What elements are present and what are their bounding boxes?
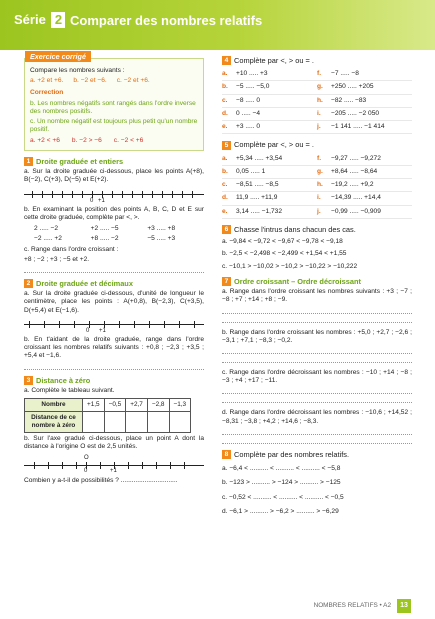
question-a: a. Sur la droite graduée ci-dessous, place les points A(+8), B(−2), C(+3), D(−5) et E(+2). <box>24 168 204 184</box>
exercise-5 <box>222 140 412 218</box>
question-b: b. En t'aidant de la droite graduée, range dans l'ordre croissant les nombres relatifs suivants : +0,8 ; −2,3 ; +3,5 ; +5,4 et −1,6. <box>24 335 204 360</box>
correction-c: c. Un nombre négatif est toujours plus petit qu'un nombre positif. <box>30 118 198 134</box>
comparison-item: 0 ..... −4 <box>236 109 261 117</box>
comparison-item: 0,05 ..... 1 <box>236 167 266 175</box>
axis-label: O <box>84 454 89 461</box>
comparison-item: +250 ..... +205 <box>331 83 374 91</box>
comparison-item: +5,34 ..... +3,54 <box>236 154 283 162</box>
exercise-title: Droite graduée et entiers <box>36 156 124 166</box>
distance-table <box>24 398 191 433</box>
table-cell[interactable] <box>147 412 169 433</box>
correction-answer: b. −2 > −6 <box>71 136 102 144</box>
serie-label: Série 2 <box>14 12 65 28</box>
comparison-item: −5 ..... −5,0 <box>236 83 270 91</box>
comparison-item: −2 ..... +2 <box>34 235 62 243</box>
footer-text: NOMBRES RELATIFS • A2 <box>313 602 391 609</box>
exercise-title: Complète par <, > ou = . <box>234 56 314 65</box>
comparison-list: a. +5,34 ..... +3,54 f. −9,27 ..... −9,272 b. 0,05 ..... 1 g. +8,64 ..... −8,64 c. −8,51 ..... −8,5 h. −19,2 ..... +9,2 d. 11,9 ..... +11,9 i. −14,39 ..... +14,4 e. 3,14 ..... −1,732 j. −0,99 ..... −0,909 <box>222 153 412 219</box>
correction-b: b. Les nombres négatifs sont rangés dans l'ordre inverse des nombres positifs. <box>30 99 196 115</box>
axis-label: +1 <box>98 197 105 204</box>
comparison-item: −7 ..... −8 <box>331 70 359 78</box>
comparison-item: −8,51 ..... −8,5 <box>236 181 279 189</box>
corrige-item: b. −2 et −6. <box>73 77 107 85</box>
fill-row: b. −123 > .......... > −124 > .......... > −125 <box>222 479 341 487</box>
table-cell[interactable] <box>126 412 148 433</box>
comparison-item: −205 ..... −2 050 <box>331 109 380 117</box>
table-cell: −2,8 <box>147 399 169 412</box>
exercise-number: 8 <box>222 450 231 459</box>
fill-row: c. −0,52 < .......... < .......... < .......... < −0,5 <box>222 493 344 501</box>
exercise-number: 5 <box>222 141 231 150</box>
comparison-list: a. +10 ..... +3 f. −7 ..... −8 b. −5 ..... −5,0 g. +250 ..... +205 c. −8 ..... 0 h. −82 ..... −83 d. 0 ..... −4 i. −205 ..... −2 050 e. +3 ..... 0 j. −1 141 ..... −1 414 <box>222 68 412 134</box>
question-c: c. Range dans l'ordre croissant : <box>24 245 119 253</box>
axis-label: +1 <box>110 467 117 474</box>
question-a: a. Complète le tableau suivant. <box>24 386 115 394</box>
corrige-items <box>30 77 198 85</box>
exercise-number: 6 <box>222 225 231 234</box>
page-header <box>0 0 435 50</box>
comparison-item: −1 141 ..... −1 414 <box>331 123 385 131</box>
comparison-item: 11,9 ..... +11,9 <box>236 194 278 202</box>
comparison-item: +10 ..... +3 <box>236 70 268 78</box>
question-b: b. Range dans l'ordre croissant les nombres : +5,0 ; +2,7 ; −2,6 ; −3,1 ; +7,1 ; −8,3 ; −0,2. <box>222 328 412 344</box>
intrus-item: c. −10,1 > −10,02 > −10,2 > −10,22 > −10,222 <box>222 262 358 270</box>
exercise-title: Droite graduée et décimaux <box>36 279 133 288</box>
table-cell: +1,5 <box>83 399 105 412</box>
comparison-item: +2 ..... −5 <box>90 225 119 233</box>
comparison-item: +8,64 ..... −8,64 <box>331 167 378 175</box>
exercise-number: 4 <box>222 56 231 65</box>
comparison-item: +3 ..... +8 <box>147 225 176 233</box>
exercise-number: 3 <box>24 376 33 385</box>
exercise-1 <box>24 157 204 273</box>
axis-label: 0 <box>90 197 94 204</box>
axis-label: 0 <box>86 327 90 334</box>
comparison-item: −14,39 ..... +14,4 <box>331 194 381 202</box>
table-header: Distance de ce nombre à zéro <box>25 412 83 433</box>
comparison-item: −9,27 ..... −9,272 <box>331 154 381 162</box>
question-a: a. Range dans l'ordre croissant les nombres suivants : +3 ; −7 ; −8 ; +7 ; +14 ; +8 ; −9. <box>222 288 412 304</box>
exercise-6 <box>222 225 412 271</box>
table-cell[interactable] <box>169 412 191 433</box>
comparison-item: −82 ..... −83 <box>331 96 367 104</box>
question-possibilities: Combien y a-t-il de possibilités ? ............................... <box>24 476 178 484</box>
serie-number: 2 <box>51 12 65 28</box>
corrige-item: c. −2 et +6. <box>116 77 150 85</box>
comparison-item: −0,99 ..... −0,909 <box>331 207 381 215</box>
number-line-1 <box>24 188 204 204</box>
correction-answers <box>30 137 198 145</box>
comparison-item: 3,14 ..... −1,732 <box>236 207 283 215</box>
comparison-item: +8 ..... −2 <box>90 235 119 243</box>
table-cell[interactable] <box>83 412 105 433</box>
correction-title: Correction <box>30 89 64 97</box>
intrus-item: b. −2,5 < −2,498 < −2,499 < +1,54 < +1,55 <box>222 250 347 258</box>
exercise-3 <box>24 376 204 485</box>
correction-answer: c. −2 < +6 <box>113 136 144 144</box>
table-header: Nombre <box>25 399 83 412</box>
comparison-item: +3 ..... 0 <box>236 123 261 131</box>
axis-label: 0 <box>84 467 88 474</box>
intrus-item: a. −9,84 < −9,72 < −9,67 < −9,78 < −9,18 <box>222 238 343 246</box>
exercise-8 <box>222 450 412 516</box>
corrige-item: a. +2 et +6. <box>30 77 64 85</box>
exercice-corrige-tag: Exercice corrigé <box>25 51 91 62</box>
number-line-3 <box>24 455 204 475</box>
correction-answer: a. +2 < +6 <box>30 136 60 144</box>
table-cell: −0,5 <box>104 399 126 412</box>
question-b: b. Sur l'axe gradué ci-dessous, place un point A dont la distance à l'origine O est de 2,5 unités. <box>24 435 204 451</box>
left-column <box>24 52 204 485</box>
exercise-number: 2 <box>24 279 33 288</box>
page-footer <box>314 599 411 613</box>
fill-row: d. −6,1 > .......... > −6,2 > .......... > −6,29 <box>222 507 339 515</box>
table-cell: −1,3 <box>169 399 191 412</box>
comparison-grid <box>24 225 204 243</box>
exercise-title: Ordre croissant – Ordre décroissant <box>234 276 361 286</box>
exercise-number: 1 <box>24 157 33 166</box>
table-cell[interactable] <box>104 412 126 433</box>
axis-label: +1 <box>99 327 106 334</box>
exercise-title: Complète par <, > ou = . <box>234 140 314 150</box>
right-column <box>222 56 412 516</box>
exercise-title: Distance à zéro <box>36 375 91 385</box>
comparison-item: 2 ..... −2 <box>34 225 59 233</box>
question-b: b. En examinant la position des points A, B, C, D et E sur cette droite graduée, complète par <, >. <box>24 205 204 221</box>
page-title: Comparer des nombres relatifs <box>70 13 263 28</box>
question-c: c. Range dans l'ordre décroissant les nombres : −10 ; +14 ; −8 ; −3 ; +4 ; +17 ; −11. <box>222 368 412 385</box>
table-cell: +2,7 <box>126 399 148 412</box>
comparison-item: −19,2 ..... +9,2 <box>331 181 374 189</box>
page-number: 13 <box>397 599 411 613</box>
exercise-number: 7 <box>222 277 231 286</box>
question-c-list: +8 ; −2 ; +3 ; −5 et +2. <box>24 255 90 263</box>
comparison-item: −8 ..... 0 <box>236 96 261 104</box>
number-line-2 <box>24 318 204 334</box>
question-d: d. Range dans l'ordre décroissant les nombres : −10,6 ; +14,52 ; −8,31 ; −3,8 ; +4,2 ; +14,6 ; −8,3. <box>222 409 412 425</box>
exercise-7 <box>222 277 412 444</box>
fill-row: a. −6,4 < .......... < .......... < .......... < −5,8 <box>222 465 341 473</box>
exercise-4 <box>222 56 412 134</box>
exercise-2 <box>24 279 204 370</box>
comparison-item: −5 ..... +3 <box>147 235 176 243</box>
question-a: a. Sur la droite graduée ci-dessous, d'unité de longueur le centimètre, place les points : A(+0,8), B(−2,3), C(+3,5), D(+5,4) et E(−1,6). <box>24 290 204 314</box>
exercise-title: Complète par des nombres relatifs. <box>234 449 350 459</box>
exercise-title: Chasse l'intrus dans chacun des cas. <box>234 224 356 234</box>
corrige-statement: Compare les nombres suivants : <box>30 67 125 74</box>
exercice-corrige <box>24 52 204 151</box>
